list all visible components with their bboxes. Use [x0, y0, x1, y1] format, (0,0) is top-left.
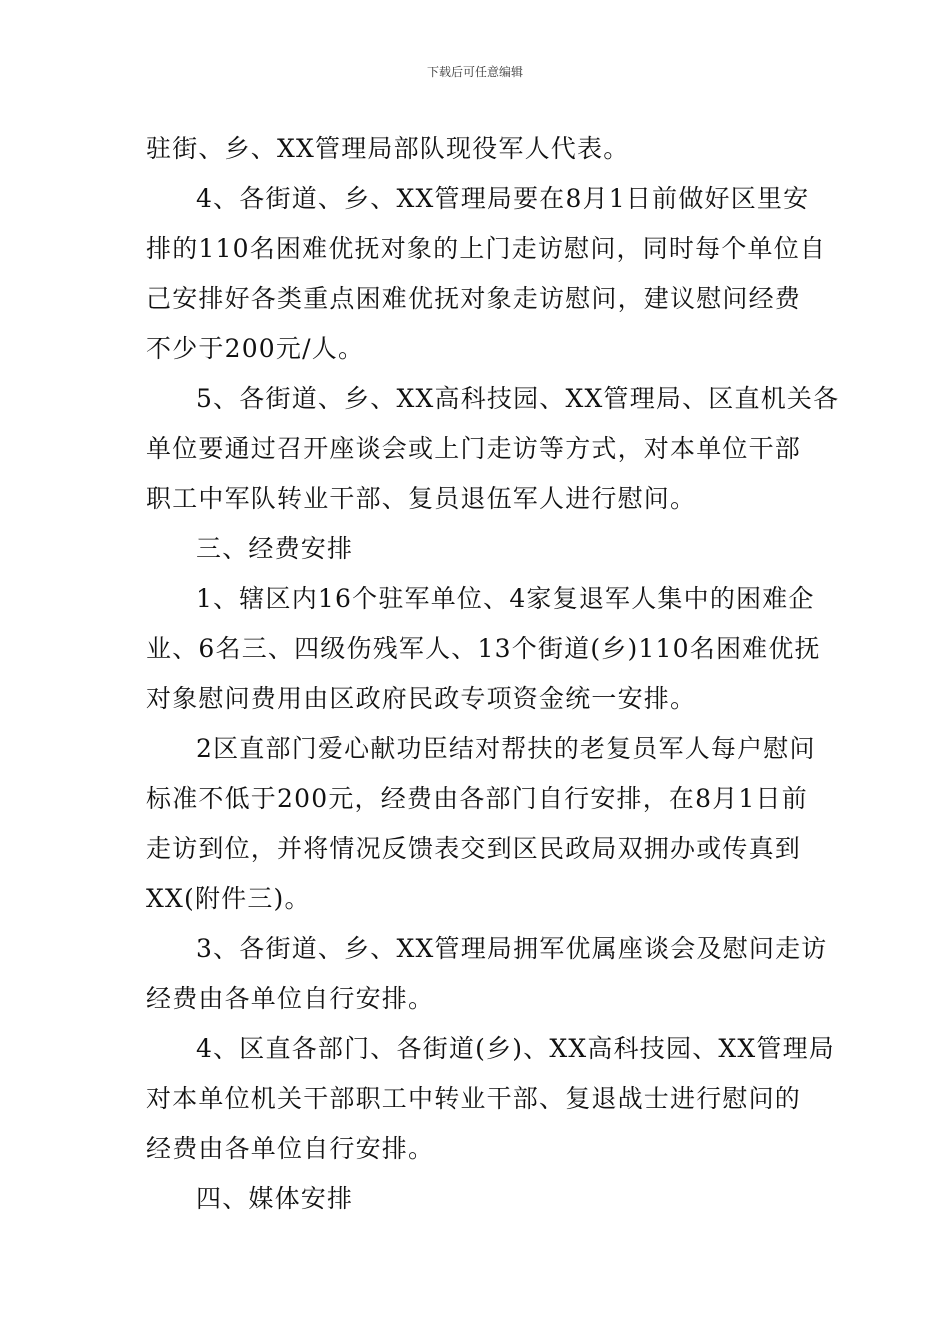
text-line: 对象慰问费用由区政府民政专项资金统一安排。 [146, 684, 697, 713]
section-heading: 三、经费安排 [196, 534, 354, 563]
text-line: 2区直部门爱心献功臣结对帮扶的老复员军人每户慰问 [196, 734, 816, 763]
text-line: 职工中军队转业干部、复员退伍军人进行慰问。 [146, 484, 697, 513]
page-header: 下载后可任意编辑 [426, 65, 523, 79]
text-line: 业、6名三、四级伤残军人、13个街道(乡)110名困难优抚 [146, 634, 821, 663]
text-line: 单位要通过召开座谈会或上门走访等方式，对本单位干部 [146, 434, 802, 463]
text-line: 5、各街道、乡、XX高科技园、XX管理局、区直机关各 [196, 384, 840, 413]
text-line: 己安排好各类重点困难优抚对象走访慰问，建议慰问经费 [146, 284, 802, 313]
text-line: XX(附件三)。 [146, 884, 311, 913]
text-line: 对本单位机关干部职工中转业干部、复退战士进行慰问的 [146, 1084, 802, 1113]
document-body [146, 124, 840, 1224]
text-line: 4、各街道、乡、XX管理局要在8月1日前做好区里安 [196, 184, 810, 213]
text-line: 走访到位，并将情况反馈表交到区民政局双拥办或传真到 [146, 834, 802, 863]
text-line: 不少于200元/人。 [146, 334, 365, 363]
text-line: 1、辖区内16个驻军单位、4家复退军人集中的困难企 [196, 584, 815, 613]
section-heading: 四、媒体安排 [196, 1184, 354, 1213]
text-line: 排的110名困难优抚对象的上门走访慰问，同时每个单位自 [146, 234, 827, 263]
text-line: 驻街、乡、XX管理局部队现役军人代表。 [146, 134, 630, 163]
text-line: 标准不低于200元，经费由各部门自行安排，在8月1日前 [146, 784, 808, 813]
text-line: 经费由各单位自行安排。 [146, 984, 435, 1013]
text-line: 3、各街道、乡、XX管理局拥军优属座谈会及慰问走访 [196, 934, 828, 963]
text-line: 经费由各单位自行安排。 [146, 1134, 435, 1163]
text-line: 4、区直各部门、各街道(乡)、XX高科技园、XX管理局 [196, 1034, 836, 1063]
